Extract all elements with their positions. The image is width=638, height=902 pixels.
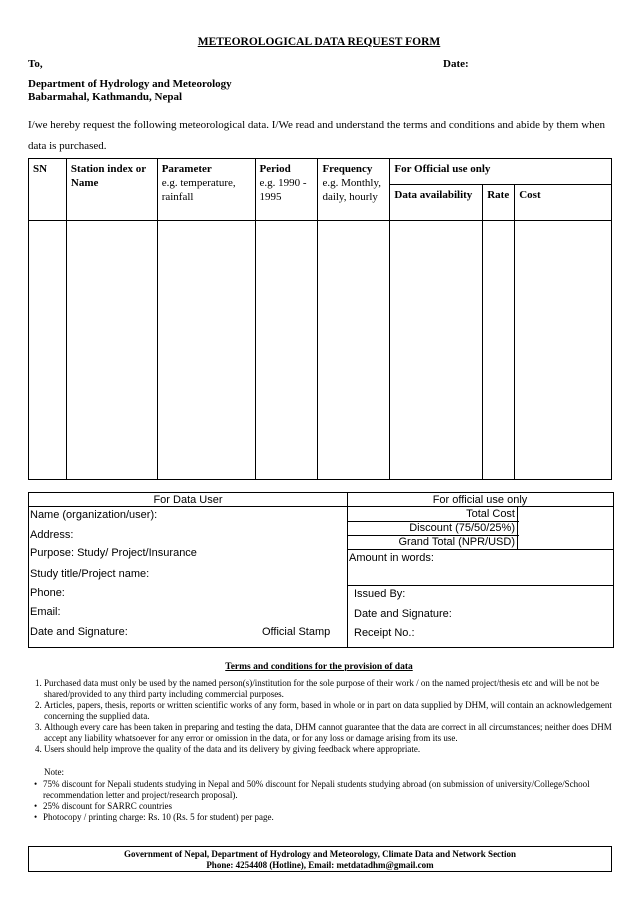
bullet-icon: • <box>34 779 38 789</box>
col-period-label: Period <box>259 163 291 175</box>
footer-organization: Government of Nepal, Department of Hydrology and Meteorology, Climate Data and Network Section <box>123 849 517 859</box>
divider <box>29 506 613 507</box>
user-office-box <box>28 492 614 648</box>
entry-period[interactable] <box>255 221 318 480</box>
official-stamp-label: Official Stamp <box>262 626 331 638</box>
date-label: Date: <box>443 58 469 70</box>
col-station: Station index or Name <box>66 159 157 221</box>
entry-sn[interactable] <box>29 221 67 480</box>
name-field[interactable]: Name (organization/user): <box>30 509 158 521</box>
bullet-icon: • <box>34 801 38 811</box>
note-label: Note: <box>44 767 64 777</box>
address-field[interactable]: Address: <box>30 529 74 541</box>
entry-availability[interactable] <box>390 221 483 480</box>
note-item: Photocopy / printing charge: Rs. 10 (Rs. 5 for student) per page. <box>43 812 274 822</box>
study-title-field[interactable]: Study title/Project name: <box>30 568 150 580</box>
term-item: 3. Although every care has been taken in preparing and testing the data, DHM cannot guarantee that the data are correct in all circumstances; neither does DHM accept any liability whatsoever for any error or omission in the data, or for any loss or damage arising from its use. <box>44 722 618 744</box>
entry-rate[interactable] <box>483 221 515 480</box>
grand-total-label: Grand Total (NPR/USD) <box>398 536 515 548</box>
footer-contact: Phone: 4254408 (Hotline), Email: metdatadhm@gmail.com <box>206 860 434 870</box>
col-parameter-example: e.g. temperature, rainfall <box>161 177 236 203</box>
discount-label: Discount (75/50/25%) <box>409 522 515 534</box>
to-label: To, <box>28 58 43 70</box>
col-period-example: e.g. 1990 - 1995 <box>259 177 307 203</box>
term-item: 4. Users should help improve the quality of the data and its delivery by giving feedback where appropriate. <box>44 744 618 755</box>
col-frequency-label: Frequency <box>322 163 373 175</box>
divider <box>517 506 518 549</box>
official-use-header: For official use only <box>432 494 528 506</box>
divider <box>347 585 613 586</box>
col-official-use: For Official use only <box>390 159 612 185</box>
date-signature-field[interactable]: Date and Signature: <box>30 626 128 638</box>
col-parameter <box>157 159 255 221</box>
term-item: 1. Purchased data must only be used by the named person(s)/institution for the sole purpose of their work / on the named project/thesis etc and will be not be shared/provided to any third party including commercial purposes. <box>44 678 618 700</box>
phone-field[interactable]: Phone: <box>30 587 65 599</box>
entry-station[interactable] <box>66 221 157 480</box>
entry-cost[interactable] <box>515 221 612 480</box>
col-rate: Rate <box>483 185 515 221</box>
receipt-number-field[interactable]: Receipt No.: <box>354 627 415 639</box>
entry-frequency[interactable] <box>318 221 390 480</box>
table-entry-row[interactable] <box>29 221 612 480</box>
data-user-header: For Data User <box>153 494 223 506</box>
col-frequency-example: e.g. Monthly, daily, hourly <box>322 177 381 203</box>
entry-parameter[interactable] <box>157 221 255 480</box>
department-name: Department of Hydrology and Meteorology <box>28 78 232 90</box>
purpose-field[interactable]: Purpose: Study/ Project/Insurance <box>30 547 197 559</box>
col-data-availability: Data availability <box>390 185 483 221</box>
footer-box <box>28 846 612 872</box>
col-frequency <box>318 159 390 221</box>
col-parameter-label: Parameter <box>161 163 212 175</box>
amount-in-words-field[interactable]: Amount in words: <box>349 552 434 564</box>
col-period <box>255 159 318 221</box>
term-item: 2. Articles, papers, thesis, reports or written scientific works of any form, based in whole or in part on data supplied by DHM, will contain an acknowledgement concerning the supplied data. <box>44 700 618 722</box>
bullet-icon: • <box>34 812 38 822</box>
email-field[interactable]: Email: <box>30 606 61 618</box>
total-cost-label: Total Cost <box>466 508 515 520</box>
intro-text: I/we hereby request the following meteorological data. I/We read and understand the terms and conditions and abide by them when data is purchased. <box>28 119 606 152</box>
form-title: METEOROLOGICAL DATA REQUEST FORM <box>197 36 441 48</box>
notes-list <box>34 779 594 823</box>
data-request-table <box>28 158 612 480</box>
department-address <box>28 78 232 104</box>
department-location: Babarmahal, Kathmandu, Nepal <box>28 91 183 103</box>
divider <box>347 549 613 550</box>
terms-list <box>28 678 618 755</box>
issued-by-field[interactable]: Issued By: <box>354 588 406 600</box>
note-item: 25% discount for SARRC countries <box>43 801 172 811</box>
terms-heading: Terms and conditions for the provision of data <box>225 662 413 672</box>
col-sn: SN <box>29 159 67 221</box>
col-cost: Cost <box>515 185 612 221</box>
note-item: 75% discount for Nepali students studying in Nepal and 50% discount for Nepali students studying abroad (on submission of university/College/School recommendation letter and project/research proposal). <box>43 779 590 800</box>
office-date-signature-field[interactable]: Date and Signature: <box>354 608 452 620</box>
